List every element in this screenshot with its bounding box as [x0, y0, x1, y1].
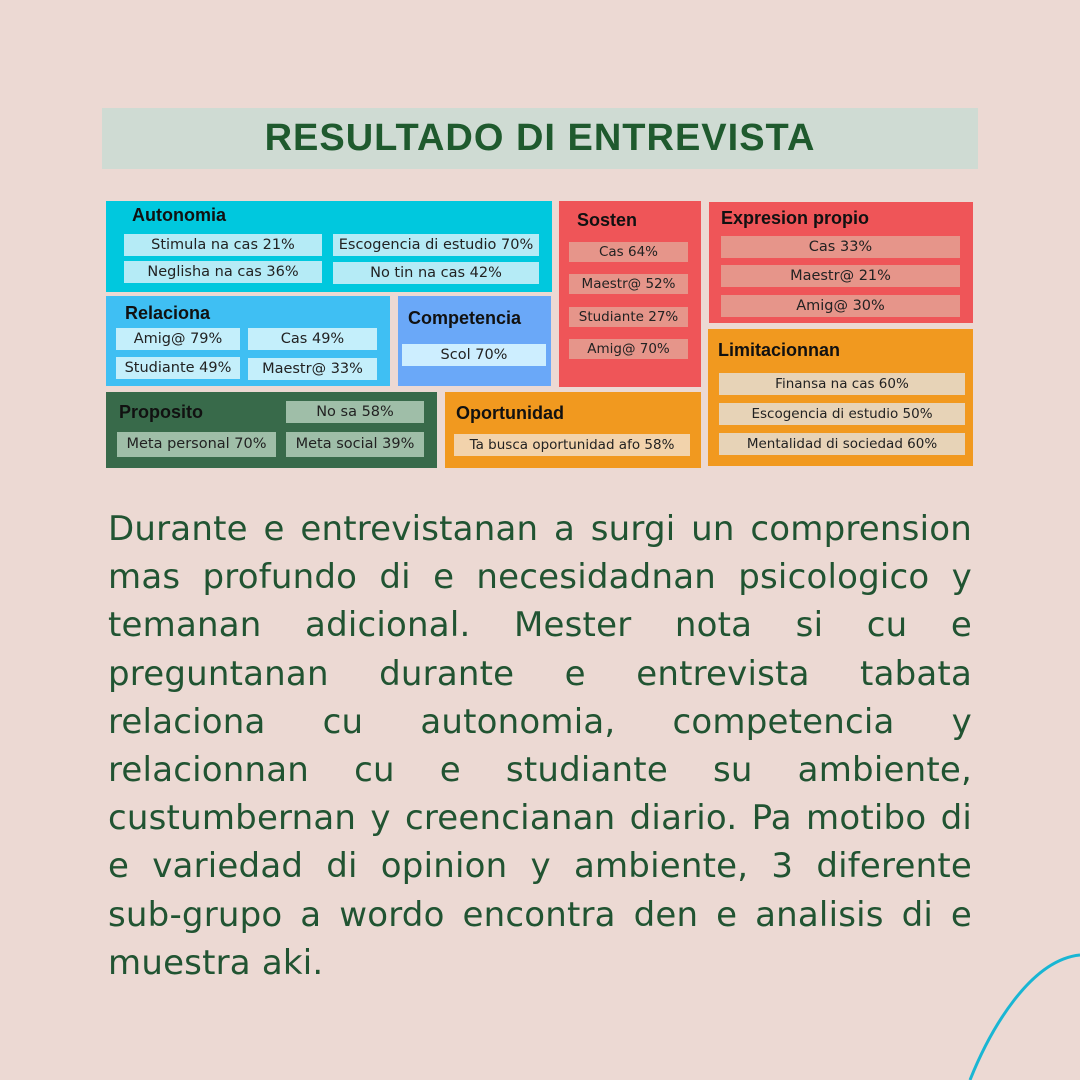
result-chip: Amig@ 79%: [116, 328, 240, 350]
result-chip: Cas 49%: [248, 328, 377, 350]
category-expresion-propio: [709, 202, 973, 323]
category-relaciona: [106, 296, 390, 386]
category-proposito: [106, 392, 437, 468]
category-title: Expresion propio: [721, 208, 870, 228]
page-title: RESULTADO DI ENTREVISTA: [264, 117, 816, 159]
result-chip: Mentalidad di sociedad 60%: [719, 433, 965, 455]
category-title: Oportunidad: [456, 403, 564, 423]
result-chip: Cas 33%: [721, 236, 960, 258]
result-chip: Studiante 27%: [569, 307, 688, 327]
result-chip: No sa 58%: [286, 401, 424, 423]
decorative-arc-icon: [960, 950, 1080, 1080]
result-chip: Scol 70%: [402, 344, 546, 366]
category-limitacionnan: [708, 329, 973, 466]
result-chip: Escogencia di estudio 70%: [333, 234, 539, 256]
result-chip: Maestr@ 33%: [248, 358, 377, 380]
category-oportunidad: [445, 392, 701, 468]
category-title: Limitacionnan: [718, 340, 841, 360]
result-chip: Meta social 39%: [286, 432, 424, 457]
category-title: Competencia: [408, 308, 522, 328]
category-title: Autonomia: [132, 205, 226, 225]
result-chip: Finansa na cas 60%: [719, 373, 965, 395]
result-chip: Maestr@ 21%: [721, 265, 960, 287]
title-banner: [102, 108, 978, 169]
body-paragraph: Durante e entrevistanan a surgi un comprension mas profundo di e necesidadnan psicologico y temanan adicional. Mester nota si cu e preguntanan durante e entrevista tabata relaciona cu autonomia, competencia y relacionnan cu e studiante su ambiente, custumbernan y creencianan diario. Pa motibo di e variedad di opinion y ambiente, 3 diferente sub-grupo a wordo encontra den e analisis di e muestra aki.: [108, 509, 972, 983]
category-competencia: [398, 296, 551, 386]
result-chip: Neglisha na cas 36%: [124, 261, 322, 283]
category-title: Sosten: [577, 210, 638, 230]
result-chip: Amig@ 30%: [721, 295, 960, 317]
category-title: Relaciona: [125, 303, 211, 323]
category-autonomia: [106, 201, 552, 292]
result-chip: Maestr@ 52%: [569, 274, 688, 294]
result-chip: Escogencia di estudio 50%: [719, 403, 965, 425]
category-title: Proposito: [119, 402, 203, 422]
result-chip: No tin na cas 42%: [333, 262, 539, 284]
result-chip: Cas 64%: [569, 242, 688, 262]
result-chip: Meta personal 70%: [117, 432, 276, 457]
result-chip: Studiante 49%: [116, 357, 240, 379]
result-chip: Ta busca oportunidad afo 58%: [454, 434, 690, 456]
result-chip: Amig@ 70%: [569, 339, 688, 359]
result-chip: Stimula na cas 21%: [124, 234, 322, 256]
category-sosten: [559, 201, 701, 387]
